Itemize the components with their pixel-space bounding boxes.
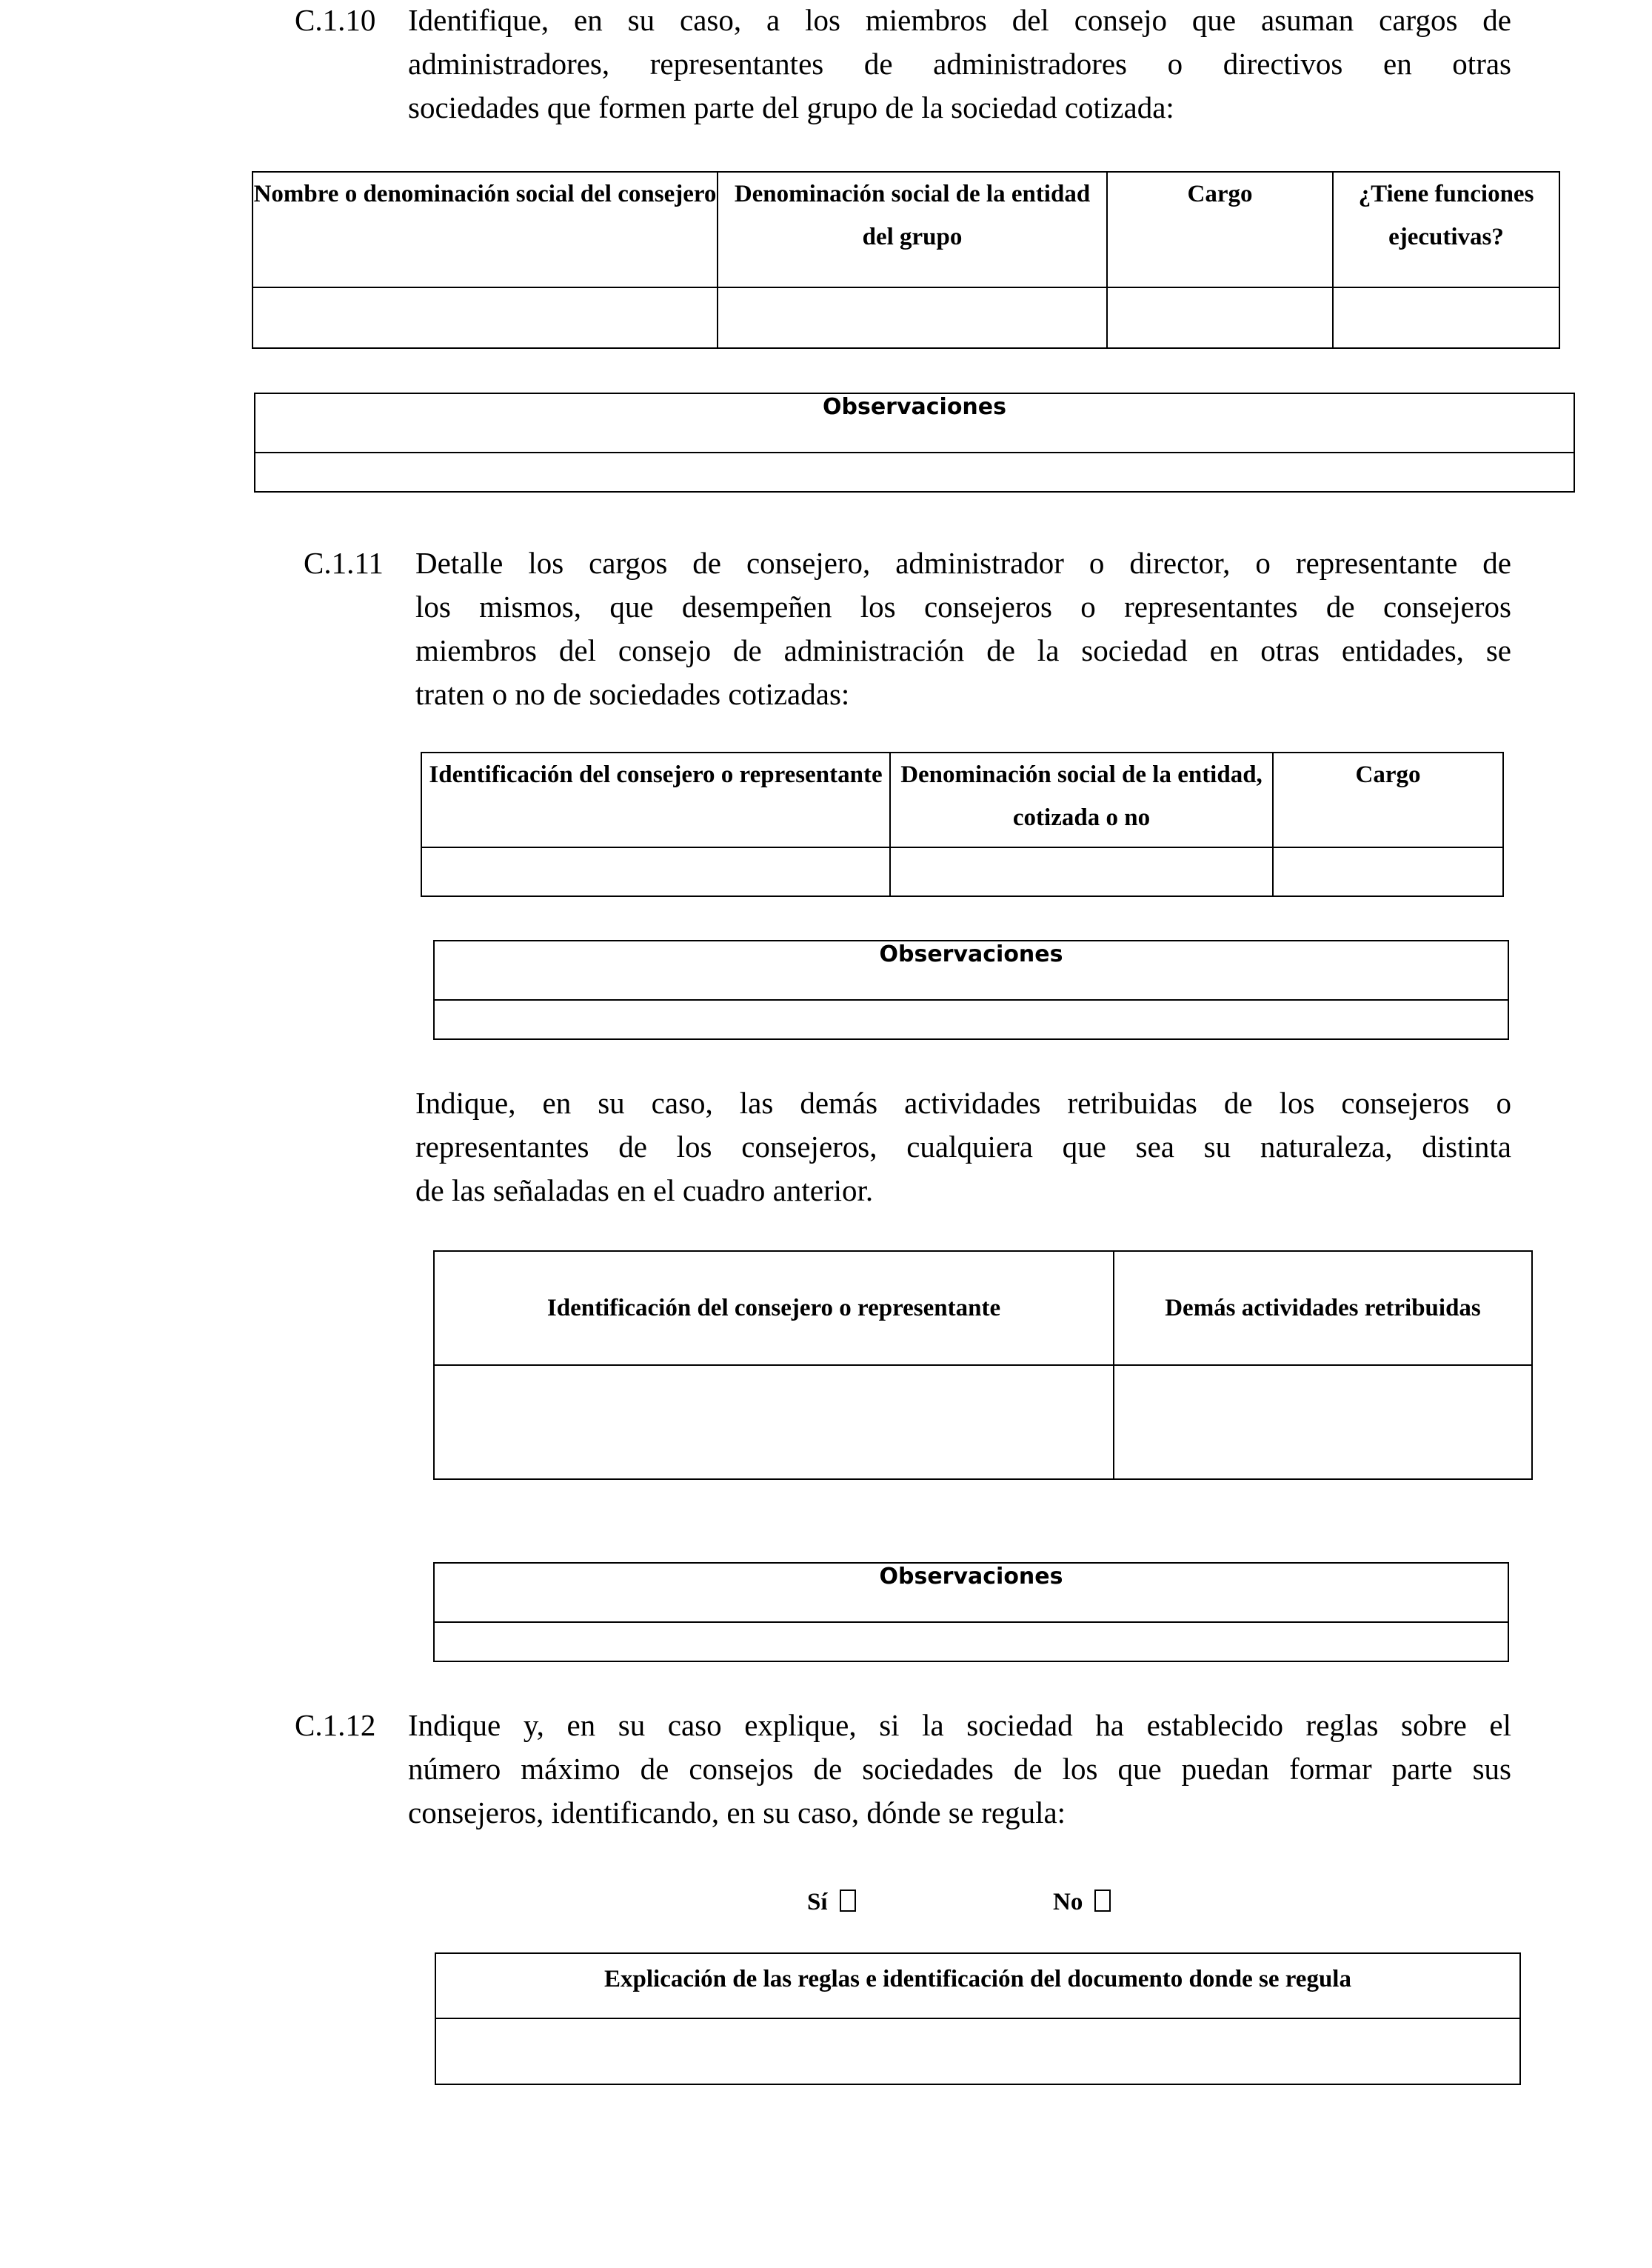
question-line: consejeros, identificando, en su caso, dónde se regula: xyxy=(408,1795,1066,1830)
question-text-c112 xyxy=(408,1704,1511,1835)
question-line: Indique y, en su caso explique, si la sociedad ha establecido reglas sobre el xyxy=(408,1708,1511,1742)
c112-table xyxy=(435,1952,1521,2085)
other-activities-cell-activities[interactable] xyxy=(1114,1365,1532,1479)
c110-header-director-name: Nombre o denominación social del consejero xyxy=(253,172,718,287)
c112-cell-explanation[interactable] xyxy=(435,2018,1520,2084)
c111-header-entity: Denominación social de la entidad, cotizada o no xyxy=(890,753,1273,847)
c112-header-explanation: Explicación de las reglas e identificación del documento donde se regula xyxy=(435,1953,1520,2018)
question-line: Identifique, en su caso, a los miembros del consejo que asuman cargos de xyxy=(408,3,1511,37)
c111-header-director-id: Identificación del consejero o representante xyxy=(421,753,890,847)
c111-table xyxy=(421,752,1504,897)
c110-header-group-entity: Denominación social de la entidad del grupo xyxy=(718,172,1107,287)
other-activities-observations-header: Observaciones xyxy=(434,1563,1508,1622)
other-activities-header-activities: Demás actividades retribuidas xyxy=(1114,1251,1532,1365)
other-activities-text xyxy=(415,1081,1511,1213)
question-line: traten o no de sociedades cotizadas: xyxy=(415,677,850,711)
other-activities-table xyxy=(433,1250,1533,1480)
question-line: representantes de los consejeros, cualquiera que sea su naturaleza, distinta xyxy=(415,1130,1511,1164)
question-line: Detalle los cargos de consejero, administrador o director, o representante de xyxy=(415,546,1511,580)
question-text-c110 xyxy=(408,0,1511,130)
question-line: administradores, representantes de administradores o directivos en otras xyxy=(408,47,1511,81)
question-line: miembros del consejo de administración de la sociedad en otras entidades, se xyxy=(415,633,1511,667)
c110-header-position: Cargo xyxy=(1107,172,1333,287)
yes-option[interactable] xyxy=(807,1889,856,1916)
no-option[interactable] xyxy=(1053,1889,1111,1916)
other-activities-observations-table xyxy=(433,1562,1509,1662)
yes-label: Sí xyxy=(807,1889,828,1915)
c111-cell-director-id[interactable] xyxy=(421,847,890,896)
other-activities-header-director-id: Identificación del consejero o representante xyxy=(434,1251,1114,1365)
c110-cell-group-entity[interactable] xyxy=(718,287,1107,348)
c110-observations-table xyxy=(254,393,1575,493)
no-checkbox[interactable] xyxy=(1094,1890,1111,1912)
c111-observations-table xyxy=(433,940,1509,1040)
c111-observations-header: Observaciones xyxy=(434,941,1508,1000)
c111-cell-position[interactable] xyxy=(1273,847,1503,896)
c110-cell-position[interactable] xyxy=(1107,287,1333,348)
yes-checkbox[interactable] xyxy=(840,1890,856,1912)
c110-header-executive-functions: ¿Tiene funciones ejecutivas? xyxy=(1333,172,1559,287)
question-line: los mismos, que desempeñen los consejeros o representantes de consejeros xyxy=(415,590,1511,624)
question-line: de las señaladas en el cuadro anterior. xyxy=(415,1173,874,1207)
question-line: Indique, en su caso, las demás actividades retribuidas de los consejeros o xyxy=(415,1086,1511,1120)
no-label: No xyxy=(1053,1889,1083,1915)
question-number-c110: C.1.10 xyxy=(295,3,376,37)
question-number-c111: C.1.11 xyxy=(304,546,384,580)
question-text-c111 xyxy=(415,541,1511,716)
c111-observations-cell[interactable] xyxy=(434,1000,1508,1039)
c110-table xyxy=(252,171,1560,349)
c110-cell-executive-functions[interactable] xyxy=(1333,287,1559,348)
other-activities-observations-cell[interactable] xyxy=(434,1622,1508,1661)
c110-observations-cell[interactable] xyxy=(255,453,1574,492)
question-number-c112: C.1.12 xyxy=(295,1708,376,1742)
question-line: número máximo de consejos de sociedades de los que puedan formar parte sus xyxy=(408,1752,1511,1786)
question-line: sociedades que formen parte del grupo de la sociedad cotizada: xyxy=(408,90,1174,124)
other-activities-cell-director-id[interactable] xyxy=(434,1365,1114,1479)
c110-cell-director-name[interactable] xyxy=(253,287,718,348)
c111-cell-entity[interactable] xyxy=(890,847,1273,896)
c110-observations-header: Observaciones xyxy=(255,393,1574,453)
c111-header-position: Cargo xyxy=(1273,753,1503,847)
